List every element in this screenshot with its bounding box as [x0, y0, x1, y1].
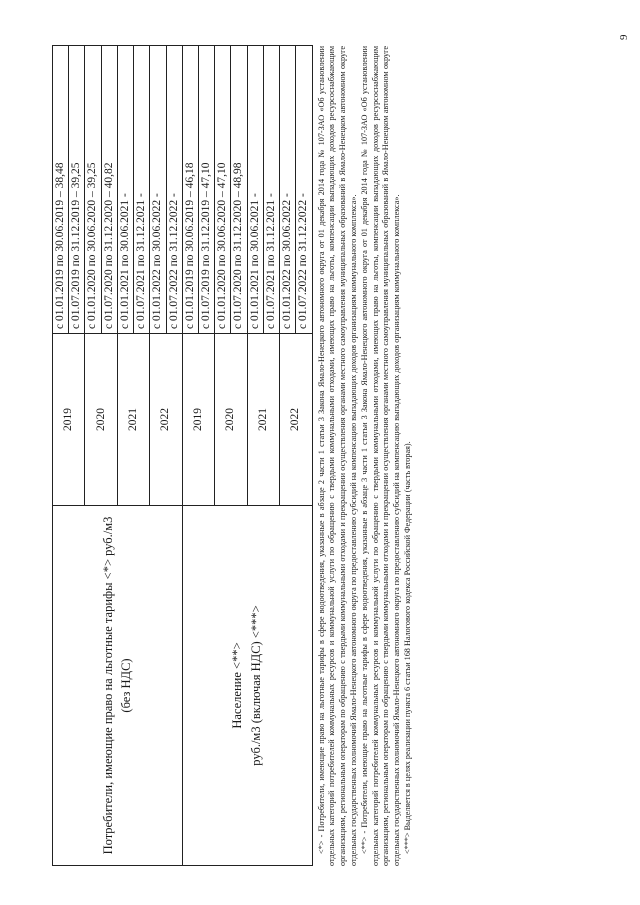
footnote-2: <**> - Потребители, имеющие право на льготные тарифы в сфере водоотведения, указанные в абзаце 3 части 1 статьи 3 Закона Ямало-Ненецкого автономного округа от 01 декабря 2014 года № 107-ЗАО «Об установлении отдельных категорий потребителей коммунальных ресурсов и коммунальной услуги по обращению с твердыми коммунальными отходами, имеющих право на льготы, компенсации выпадающих доходов ресурсоснабжающим организациям, региональным операторам по обращению с твердыми коммунальными отходами и прекращении осуществления органами местного самоуправления муниципальных образований в Ямало-Ненецком автономном округе отдельных государственных полномочий Ямало-Ненецкого автономного округа по предоставлению субсидий на компенсацию выпадающих доходов организациям коммунального комплекса».	[359, 46, 402, 866]
footnotes	[317, 46, 414, 866]
year-cell: 2022	[280, 334, 312, 506]
consumer-cell-population	[182, 506, 312, 866]
period-cell: с 01.01.2022 по 30.06.2022 -	[280, 46, 296, 334]
period-cell: с 01.01.2021 по 30.06.2021 -	[247, 46, 263, 334]
consumer-label: Население <**>	[230, 642, 245, 729]
period-cell: с 01.01.2022 по 30.06.2022 -	[150, 46, 166, 334]
page-number: 9	[618, 34, 630, 40]
table-row	[182, 46, 198, 866]
period-cell: с 01.07.2022 по 31.12.2022 -	[296, 46, 312, 334]
year-cell: 2020	[215, 334, 247, 506]
consumer-unit: руб./м3 (включая НДС) <***>	[249, 605, 264, 766]
tariff-table	[52, 45, 313, 866]
footnote-3: <***> Выделяется в целях реализации пункта 6 статьи 168 Налогового кодекса Российской Федерации (часть вторая).	[403, 441, 413, 854]
year-cell: 2020	[85, 334, 117, 506]
year-cell: 2021	[247, 334, 279, 506]
period-cell: с 01.07.2020 по 31.12.2020 – 48,98	[231, 46, 247, 334]
period-cell: с 01.07.2021 по 31.12.2021 -	[263, 46, 279, 334]
period-cell: с 01.01.2021 по 30.06.2021 -	[117, 46, 133, 334]
period-cell: с 01.07.2019 по 31.12.2019 – 47,10	[198, 46, 214, 334]
period-cell: с 01.07.2021 по 31.12.2021 -	[134, 46, 150, 334]
consumer-cell-preferential: Потребители, имеющие право на льготные тарифы <*> руб./м3 (без НДС)	[53, 506, 183, 866]
year-cell: 2019	[182, 334, 214, 506]
period-cell: с 01.07.2020 по 31.12.2020 – 40,82	[101, 46, 117, 334]
year-cell: 2022	[150, 334, 182, 506]
footnote-1: <*> - Потребители, имеющие право на льготные тарифы в сфере водоотведения, указанные в абзаце 2 части 1 статьи 3 Закона Ямало-Ненецкого автономного округа от 01 декабря 2014 года № 107-ЗАО «Об установлении отдельных категорий потребителей коммунальных ресурсов и коммунальной услуги по обращению с твердыми коммунальными отходами, имеющих право на льготы, компенсации выпадающих доходов ресурсоснабжающим организациям, региональным операторам по обращению с твердыми коммунальными отходами и прекращении осуществления органами местного самоуправления муниципальных образований в Ямало-Ненецком автономном округе отдельных государственных полномочий Ямало-Ненецкого автономного округа по предоставлению субсидий на компенсацию выпадающих доходов организациям коммунального комплекса».	[316, 46, 358, 866]
period-cell: с 01.01.2019 по 30.06.2019 – 38,48	[53, 46, 69, 334]
period-cell: с 01.07.2022 по 31.12.2022 -	[166, 46, 182, 334]
period-cell: с 01.01.2020 по 30.06.2020 – 47,10	[215, 46, 231, 334]
table-row	[53, 46, 69, 866]
period-cell: с 01.01.2020 по 30.06.2020 – 39,25	[85, 46, 101, 334]
year-cell: 2019	[53, 334, 85, 506]
rotated-content	[52, 46, 420, 866]
year-cell: 2021	[117, 334, 149, 506]
period-cell: с 01.07.2019 по 31.12.2019 – 39,25	[69, 46, 85, 334]
period-cell: с 01.01.2019 по 30.06.2019 – 46,18	[182, 46, 198, 334]
